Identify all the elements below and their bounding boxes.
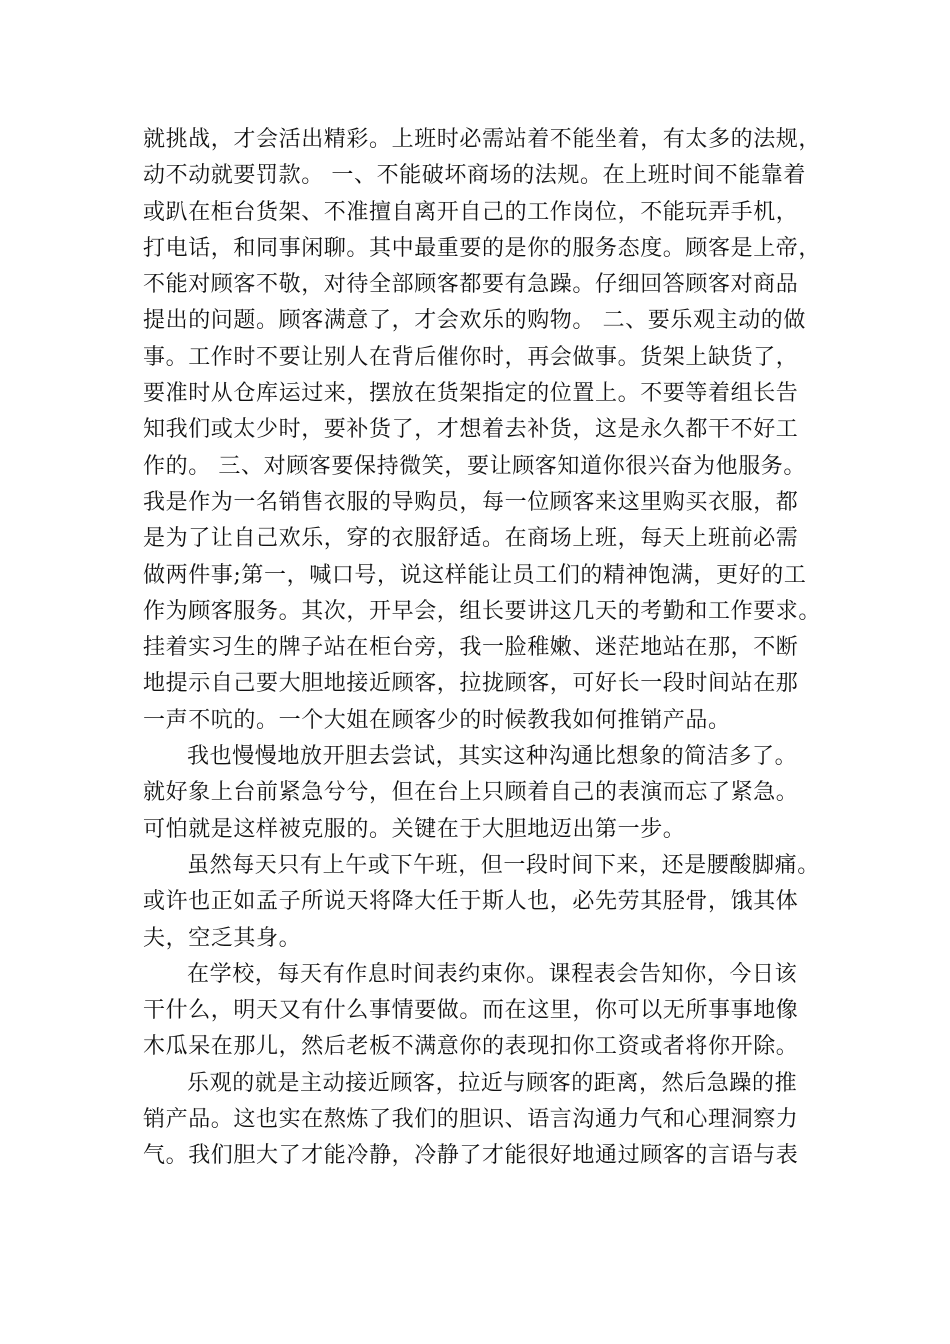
text-line: 是为了让自己欢乐，穿的衣服舒适。在商场上班，每天上班前必需 [143, 526, 799, 552]
text-line: 就好象上台前紧急兮兮，但在台上只顾着自己的表演而忘了紧急。 [143, 780, 799, 806]
text-line: 作为顾客服务。其次，开早会，组长要讲这几天的考勤和工作要求。 [143, 598, 822, 624]
paragraph-first-line: 乐观的就是主动接近顾客，拉近与顾客的距离，然后急躁的推 [187, 1070, 798, 1096]
text-line: 作的。 三、对顾客要保持微笑，要让顾客知道你很兴奋为他服务。 [143, 453, 806, 479]
text-line: 销产品。这也实在熬炼了我们的胆识、语言沟通力气和心理洞察力 [143, 1107, 799, 1133]
text-line: 或趴在柜台货架、不准擅自离开自己的工作岗位，不能玩弄手机， [143, 199, 799, 225]
text-line: 提出的问题。顾客满意了，才会欢乐的购物。 二、要乐观主动的做 [143, 308, 806, 334]
paragraph-first-line: 在学校，每天有作息时间表约束你。课程表会告知你，今日该 [187, 961, 798, 987]
document-body [143, 122, 833, 1175]
text-line: 就挑战，才会活出精彩。上班时必需站着不能坐着，有太多的法规， [143, 127, 822, 152]
paragraph-first-line: 虽然每天只有上午或下午班，但一段时间下来，还是腰酸脚痛。 [187, 852, 820, 878]
text-line: 不能对顾客不敬，对待全部顾客都要有急躁。仔细回答顾客对商品 [143, 272, 799, 298]
text-line: 干什么，明天又有什么事情要做。而在这里，你可以无所事事地像 [143, 998, 799, 1024]
text-line: 动不动就要罚款。 一、不能破坏商场的法规。在上班时间不能靠着 [143, 163, 806, 189]
text-line: 夫，空乏其身。 [143, 925, 302, 951]
text-line: 我是作为一名销售衣服的导购员，每一位顾客来这里购买衣服，都 [143, 489, 799, 515]
text-line: 打电话，和同事闲聊。其中最重要的是你的服务态度。顾客是上帝， [143, 235, 822, 261]
text-line: 地提示自己要大胆地接近顾客，拉拢顾客，可好长一段时间站在那 [143, 671, 799, 697]
text-line: 挂着实习生的牌子站在柜台旁，我一脸稚嫩、迷茫地站在那，不断 [143, 635, 799, 661]
text-line: 事。工作时不要让别人在背后催你时，再会做事。货架上缺货了， [143, 344, 799, 370]
text-line: 做两件事;第一，喊口号，说这样能让员工们的精神饱满，更好的工 [143, 562, 807, 588]
text-line: 要准时从仓库运过来，摆放在货架指定的位置上。不要等着组长告 [143, 381, 799, 407]
text-line: 或许也正如孟子所说天将降大任于斯人也，必先劳其胫骨，饿其体 [143, 889, 799, 915]
text-line: 可怕就是这样被克服的。关键在于大胆地迈出第一步。 [143, 816, 686, 842]
text-line: 知我们或太少时，要补货了，才想着去补货，这是永久都干不好工 [143, 417, 799, 443]
text-line: 木瓜呆在那儿，然后老板不满意你的表现扣你工资或者将你开除。 [143, 1034, 799, 1060]
text-line: 气。我们胆大了才能冷静，冷静了才能很好地通过顾客的言语与表 [143, 1143, 799, 1169]
paragraph-first-line: 我也慢慢地放开胆去尝试，其实这种沟通比想象的简洁多了。 [187, 744, 798, 770]
text-line: 一声不吭的。一个大姐在顾客少的时候教我如何推销产品。 [143, 707, 731, 733]
